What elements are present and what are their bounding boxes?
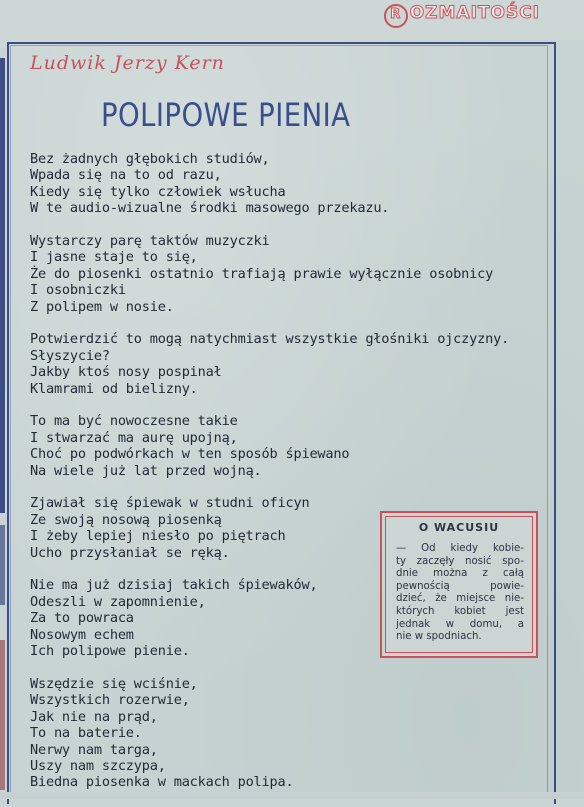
poem-line: I żeby lepiej niesło po piętrach: [30, 528, 286, 545]
poem-line: I jasne staje to się,: [30, 249, 198, 266]
poem-line: Klamrami od bielizny.: [30, 380, 198, 397]
poem-stanza: [30, 233, 530, 315]
poem-text: [30, 151, 530, 807]
poem-line: Nerwy nam targa,: [30, 741, 158, 758]
poem-line: Potwierdzić to mogą natychmiast wszystkie głośniki ojczyzny.: [30, 331, 510, 348]
poem-line: Wystarczy parę taktów muzyczki: [30, 233, 270, 250]
poem-line: Ze swoją nosową piosenką: [30, 511, 222, 528]
sidebar-note-box: [380, 511, 538, 658]
sidebar-note-line: pewnością powie-: [396, 580, 524, 592]
poem-line: I stwarzać ma aurę upojną,: [30, 429, 238, 446]
poem-line: Na wiele już lat przed wojną.: [30, 462, 262, 479]
section-header-logo: [384, 3, 540, 28]
left-margin-mark: [0, 525, 5, 605]
poem-line: To ma być nowoczesne takie: [30, 413, 238, 430]
sidebar-note-line: dzieć, że miejsce nie-: [396, 593, 524, 605]
poem-line: Uszy nam szczypa,: [30, 757, 166, 774]
poem-line: Nosowym echem: [30, 626, 134, 643]
sidebar-note-line: ty zaczęły nosić spo-: [396, 555, 524, 567]
sidebar-note-body: [396, 543, 524, 644]
poem-line: Biedna piosenka w mackach polipa.: [30, 774, 294, 791]
page-bottom-edge: [0, 792, 584, 799]
article-title: POLIPOWE PIENIA: [101, 96, 351, 134]
poem-line: Za to powraca: [30, 610, 134, 627]
poem-line: Słyszycie?: [30, 347, 110, 364]
poem-line: Że do piosenki ostatnio trafiają prawie wyłącznie osobnicy: [30, 265, 494, 282]
poem-line: Nie ma już dzisiaj takich śpiewaków,: [30, 577, 318, 594]
poem-line: Zjawiał się śpiewak w studni oficyn: [30, 495, 310, 512]
poem-line: Jakby ktoś nosy pospinał: [30, 364, 222, 381]
left-margin-mark: [0, 640, 5, 790]
poem-line: Ucho przysłaniał se ręką.: [30, 544, 230, 561]
poem-stanza: [30, 151, 530, 217]
poem-line: Kiedy się tylko człowiek wsłucha: [30, 183, 286, 200]
poem-stanza: [30, 331, 530, 397]
sidebar-note-line: dnie można z całą: [396, 568, 524, 580]
header-logo-initial: R: [384, 4, 408, 28]
sidebar-note-title: O WACUSIU: [418, 521, 500, 534]
poem-line: Bez żadnych głębokich studiów,: [30, 151, 270, 167]
poem-line: Odeszli w zapomnienie,: [30, 593, 206, 610]
article-author: Ludwik Jerzy Kern: [30, 52, 225, 74]
poem-line: Choć po podwórkach w ten sposób śpiewano: [30, 446, 350, 463]
left-margin-mark: [0, 58, 5, 513]
poem-stanza: [30, 676, 530, 791]
poem-line: W te audio-wizualne środki masowego przekazu.: [30, 200, 390, 217]
poem-stanza: [30, 413, 530, 479]
sidebar-note-line: których kobiet jest: [396, 605, 524, 617]
sidebar-note-line: — Od kiedy kobie-: [396, 543, 524, 554]
sidebar-note-line: nie w spodniach.: [396, 631, 482, 643]
poem-line: Wpada się na to od razu,: [30, 167, 222, 184]
poem-line: Wszędzie się wciśnie,: [30, 675, 198, 692]
poem-line: Ich polipowe pienie.: [30, 643, 190, 660]
poem-line: Z polipem w nosie.: [30, 298, 174, 315]
poem-line: I osobniczki: [30, 282, 126, 299]
sidebar-note-line: jednak w domu, a: [396, 618, 524, 630]
header-logo-text: OZMAITOŚCI: [409, 3, 540, 23]
poem-line: Wszystkich rozerwie,: [30, 692, 190, 709]
poem-line: Jak nie na prąd,: [30, 708, 158, 725]
poem-line: To na baterie.: [30, 725, 142, 742]
